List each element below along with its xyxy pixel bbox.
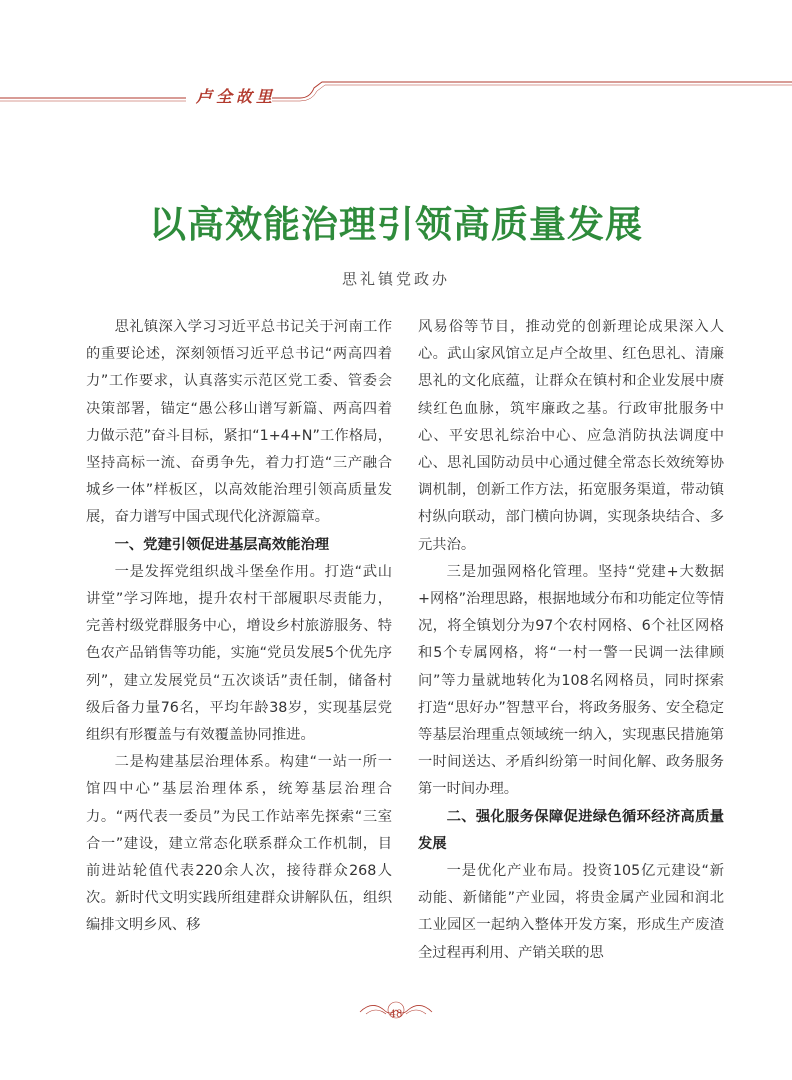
paragraph: 思礼镇深入学习习近平总书记关于河南工作的重要论述，深刻领悟习近平总书记“两高四着力”工作要求，认真落实示范区党工委、管委会决策部署，锚定“愚公移山谱写新篇、两高四着力做示范”奋斗目标，紧扣“1+4+N”工作格局，坚持高标一流、奋勇争先，着力打造“三产融合 城乡一体”样板区，以高效能治理引领高质量发展，奋力谱写中国式现代化济源篇章。 [86,319,392,526]
paragraph: 一是发挥党组织战斗堡垒作用。打造“武山讲堂”学习阵地，提升农村干部履职尽责能力，完善村级党群服务中心，增设乡村旅游服务、特色农产品销售等功能，实施“党员发展5个优先序列”，建立发展党员“五次谈话”责任制，储备村级后备力量76名，平均年龄38岁，实现基层党组织有形覆盖与有效覆盖协同推进。 [86,563,392,744]
footer-ornament [0,986,792,1026]
article-author: 思礼镇党政办 [341,270,450,288]
paragraph: 风易俗等节目，推动党的创新理论成果深入人心。武山家风馆立足卢仝故里、红色思礼、清廉思礼的文化底蕴，让群众在镇村和企业发展中赓续红色血脉，筑牢廉政之基。行政审批服务中心、平安思礼综治中心、应急消防执法调度中心、思礼国防动员中心通过健全常态长效统筹协调机制，创新工作方法，拓宽服务渠道，带动镇村纵向联动，部门横向协调，实现条块结合、多元共治。 [418,319,724,553]
right-column [418,314,724,967]
section-tag: 卢全故里 [196,87,277,106]
left-column [86,314,392,940]
section-heading: 一、党建引领促进基层高效能治理 [114,536,330,553]
paragraph: 一是优化产业布局。投资105亿元建设“新动能、新储能”产业园，将贵金属产业园和润北工业园区一起纳入整体开发方案，形成生产废渣全过程再利用、产销关联的思 [418,863,724,961]
paragraph: 二是构建基层治理体系。构建“一站一所一馆四中心”基层治理体系，统筹基层治理合力。“两代表一委员”为民工作站率先探索“三室合一”建设，建立常态化联系群众工作机制，目前进站轮值代表220余人次，接待群众268人次。新时代文明实践所组建群众讲解队伍，组织编排文明乡风、移 [86,754,392,934]
header-rule [0,78,792,118]
page-number: 48 [389,1009,403,1020]
article-title: 以高效能治理引领高质量发展 [149,202,643,246]
section-heading: 二、强化服务保障促进绿色循环经济高质量发展 [418,808,724,852]
paragraph: 三是加强网格化管理。坚持“党建+大数据+网格”治理思路，根据地域分布和功能定位等情况，将全镇划分为97个农村网格、6个社区网格和5个专属网格，将“一村一警一民调一法律顾问”等力量就地转化为108名网格员，同时探索打造“思好办”智慧平台，将政务服务、安全稳定等基层治理重点领域统一纳入，实现惠民措施第一时间送达、矛盾纠纷第一时间化解、政务服务第一时间办理。 [418,563,724,798]
page-footer [0,986,792,1026]
page-header [0,78,792,118]
